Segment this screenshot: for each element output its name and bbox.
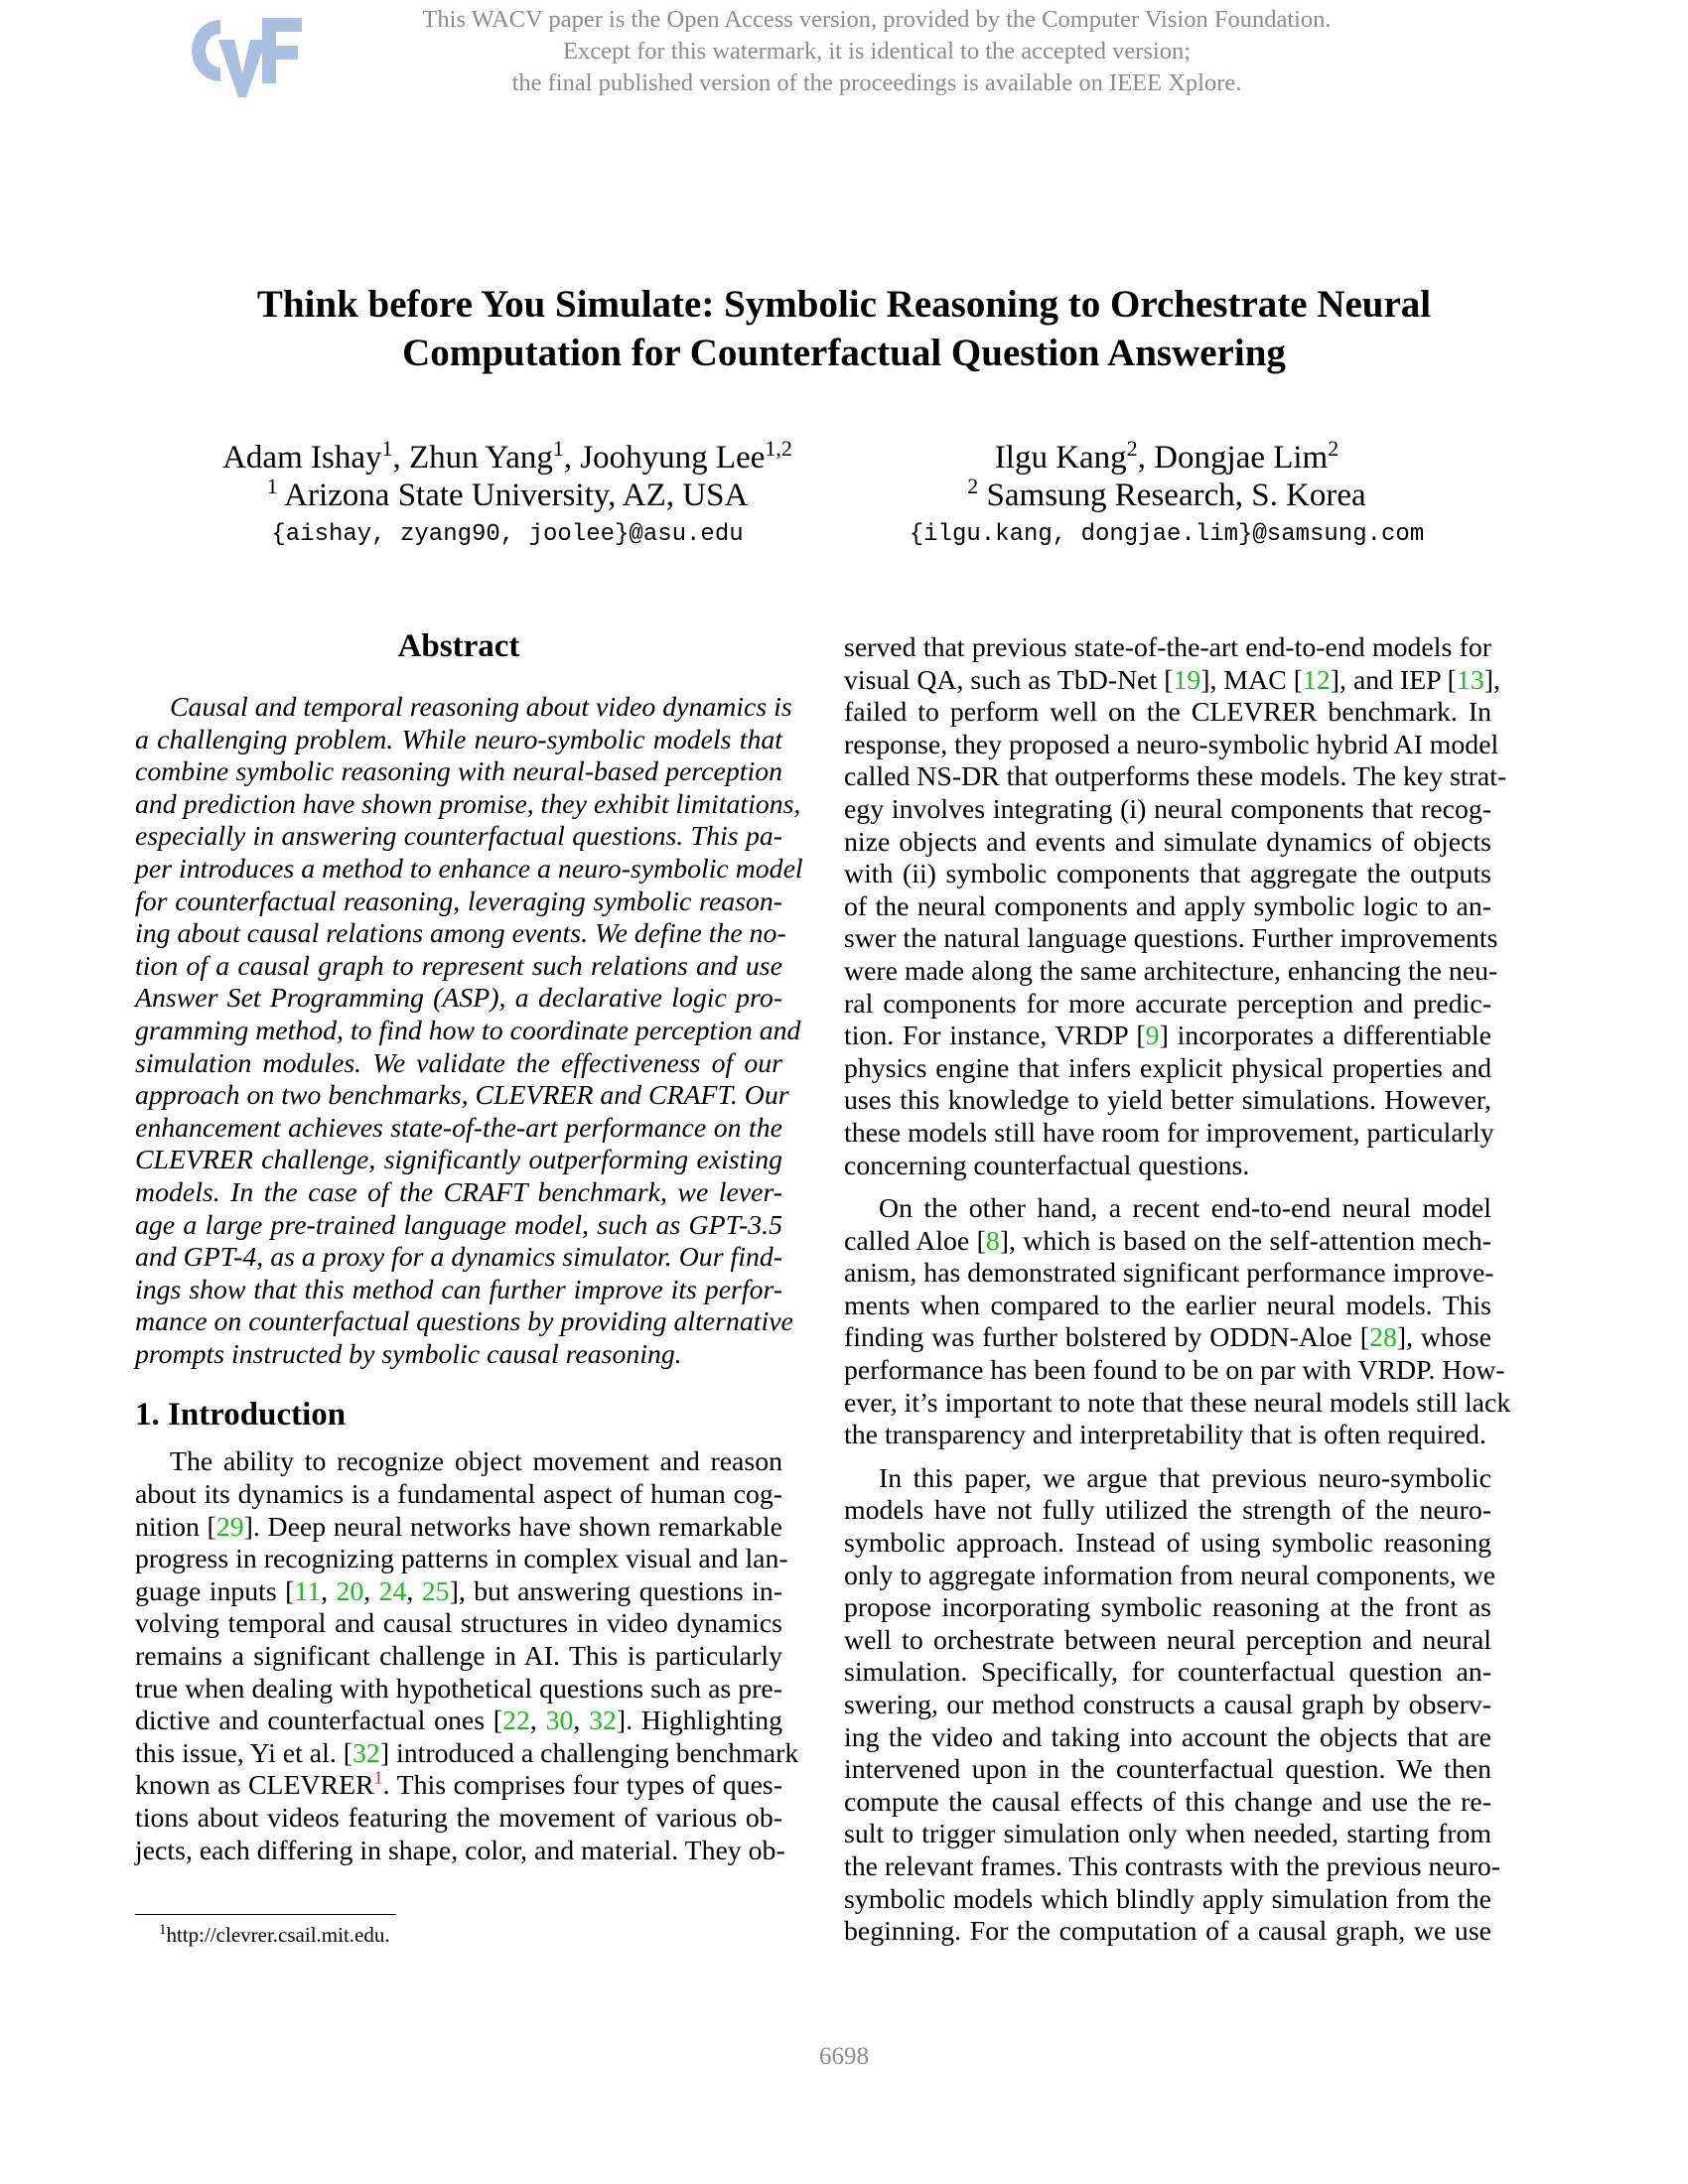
citation-link[interactable]: 22 xyxy=(502,1706,530,1737)
text-line: progress in recognizing patterns in complex visual and lan- xyxy=(135,1544,788,1575)
affiliation-mark: 1 xyxy=(381,436,393,461)
affiliation-name: Arizona State University, AZ, USA xyxy=(284,478,749,513)
text-line: approach on two benchmarks, CLEVRER and CRAFT. Our xyxy=(135,1080,789,1112)
text-line: simulation. Specifically, for counterfactual question an- xyxy=(844,1657,1491,1689)
affiliation-mark: 1,2 xyxy=(765,436,792,461)
text-line: this issue, Yi et al. [32] introduced a challenging benchmark xyxy=(135,1737,799,1769)
citation-link[interactable]: 30 xyxy=(545,1706,574,1737)
affiliation-mark: 1 xyxy=(266,474,278,498)
text-line: physics engine that infers explicit physical properties and xyxy=(844,1052,1491,1084)
text-line: swer the natural language questions. Further improvements xyxy=(844,923,1498,955)
text-line: sult to trigger simulation only when needed, starting from xyxy=(844,1819,1491,1850)
text-line: egy involves integrating (i) neural components that recog- xyxy=(844,793,1491,825)
text-line: for counterfactual reasoning, leveraging symbolic reason- xyxy=(135,886,782,917)
text-line: about its dynamics is a fundamental aspect of human cog- xyxy=(135,1479,782,1511)
text-line: gramming method, to find how to coordinate perception and xyxy=(135,1015,801,1046)
text-line: compute the causal effects of this change and use the re- xyxy=(844,1786,1491,1818)
citation-link[interactable]: 25 xyxy=(421,1575,450,1607)
text-line: prompts instructed by symbolic causal reasoning. xyxy=(135,1338,682,1370)
author-names: Ilgu Kang$^2$, Dongjae Lim$^2$ xyxy=(994,436,1339,476)
text-line: known as CLEVRER$^1$. This comprises four types of ques- xyxy=(135,1768,782,1802)
text-line: On the other hand, a recent end-to-end neural model xyxy=(879,1193,1491,1225)
watermark-line: Except for this watermark, it is identical to the accepted version; xyxy=(562,38,1191,65)
text-line: the relevant frames. This contrasts with the previous neuro- xyxy=(844,1850,1501,1882)
page-number: 6698 xyxy=(819,2043,869,2070)
introduction-text-left xyxy=(135,1446,799,1867)
text-line: CLEVRER challenge, significantly outperforming existing xyxy=(135,1145,782,1176)
footnote xyxy=(159,1922,390,1948)
citation-link[interactable]: 29 xyxy=(215,1511,244,1543)
text-line: served that previous state-of-the-art end-to-end models for xyxy=(844,632,1491,663)
right-column xyxy=(844,632,1511,1960)
watermark-line: the final published version of the proceedings is available on IEEE Xplore. xyxy=(511,69,1242,96)
text-line: simulation modules. We validate the effectiveness of our xyxy=(135,1047,782,1079)
abstract-text xyxy=(135,692,803,1371)
text-line: ever, it’s important to note that these neural models still lack xyxy=(844,1387,1511,1419)
text-line: models. In the case of the CRAFT benchmark, we lever- xyxy=(135,1176,782,1208)
text-line: beginning. For the computation of a causal graph, we use xyxy=(844,1916,1491,1948)
title-line: Computation for Counterfactual Question Answering xyxy=(402,332,1286,374)
text-line: performance has been found to be on par with VRDP. How- xyxy=(844,1355,1505,1387)
affiliation-mark: 2 xyxy=(1126,436,1138,461)
text-line: nize objects and events and simulate dynamics of objects xyxy=(844,826,1491,858)
author-email: {ilgu.kang, dongjae.lim}@samsung.com xyxy=(909,521,1425,548)
paragraph xyxy=(844,1462,1501,1949)
abstract-heading: Abstract xyxy=(397,628,520,664)
citation-link[interactable]: 32 xyxy=(589,1706,617,1737)
text-line: visual QA, such as TbD-Net [19], MAC [12], and IEP [13], xyxy=(844,664,1500,696)
citation-link[interactable]: 28 xyxy=(1369,1322,1397,1354)
text-line: only to aggregate information from neural components, we xyxy=(844,1560,1496,1591)
footnote-rule xyxy=(135,1914,396,1915)
text-line: tion of a causal graph to represent such relations and use xyxy=(135,950,782,982)
author-name: Ilgu Kang xyxy=(994,440,1127,476)
citation-link[interactable]: 8 xyxy=(985,1225,1000,1257)
affiliation-mark: 2 xyxy=(967,474,979,498)
text-line: symbolic approach. Instead of using symbolic reasoning xyxy=(844,1528,1491,1560)
paragraph xyxy=(135,1446,799,1867)
citation-link[interactable]: 12 xyxy=(1302,664,1331,696)
text-line: dictive and counterfactual ones [22, 30, 32]. Highlighting xyxy=(135,1706,782,1737)
text-line: combine symbolic reasoning with neural-based perception xyxy=(135,756,782,788)
paragraph xyxy=(844,1193,1511,1452)
text-line: age a large pre-trained language model, such as GPT-3.5 xyxy=(135,1209,782,1241)
text-line: these models still have room for improvement, particularly xyxy=(844,1117,1494,1149)
text-line: the transparency and interpretability that is often required. xyxy=(844,1420,1486,1451)
author-name: Joohyung Lee xyxy=(580,440,766,476)
text-line: and GPT-4, as a proxy for a dynamics simulator. Our find- xyxy=(135,1242,782,1274)
text-line: enhancement achieves state-of-the-art performance on the xyxy=(135,1112,782,1144)
text-line: The ability to recognize object movement and reason xyxy=(170,1446,782,1478)
text-line: uses this knowledge to yield better simulations. However, xyxy=(844,1085,1491,1117)
watermark-line: This WACV paper is the Open Access version, provided by the Computer Vision Foundation. xyxy=(422,6,1332,33)
text-line: anism, has demonstrated significant performance improve- xyxy=(844,1258,1494,1290)
footnote-mark: 1 xyxy=(159,1922,167,1938)
citation-link[interactable]: 24 xyxy=(378,1575,407,1607)
text-line: of the neural components and apply symbolic logic to an- xyxy=(844,890,1491,922)
text-line: models have not fully utilized the strength of the neuro- xyxy=(844,1495,1491,1527)
text-line: guage inputs [11, 20, 24, 25], but answering questions in- xyxy=(135,1575,782,1607)
text-line: tions about videos featuring the movement of various ob- xyxy=(135,1803,782,1834)
citation-link[interactable]: 13 xyxy=(1456,664,1484,696)
text-line: ing the video and taking into account the objects that are xyxy=(844,1721,1491,1753)
author-names: Adam Ishay$^1$, Zhun Yang$^1$, Joohyung Lee$^{1,2}$ xyxy=(222,436,792,476)
title-line: Think before You Simulate: Symbolic Reasoning to Orchestrate Neural xyxy=(256,283,1432,326)
text-line: were made along the same architecture, enhancing the neu- xyxy=(844,955,1498,987)
text-line: called NS-DR that outperforms these models. The key strat- xyxy=(844,761,1507,793)
text-line: especially in answering counterfactual questions. This pa- xyxy=(135,821,782,853)
text-line: concerning counterfactual questions. xyxy=(844,1150,1250,1181)
text-line: Causal and temporal reasoning about video dynamics is xyxy=(170,692,792,723)
text-line: volving temporal and causal structures in video dynamics xyxy=(135,1608,782,1640)
text-line: remains a significant challenge in AI. This is particularly xyxy=(135,1641,782,1673)
affiliation xyxy=(160,474,855,514)
left-column xyxy=(135,626,803,1878)
footnote-url[interactable]: http://clevrer.csail.mit.edu. xyxy=(166,1923,390,1947)
author-name: Adam Ishay xyxy=(222,440,382,476)
text-line: tion. For instance, VRDP [9] incorporates a differentiable xyxy=(844,1021,1491,1052)
text-line: well to orchestrate between neural perception and neural xyxy=(844,1624,1491,1656)
text-line: ings show that this method can further improve its perfor- xyxy=(135,1274,782,1305)
text-line: swering, our method constructs a causal graph by observ- xyxy=(844,1690,1491,1720)
paper-title xyxy=(99,280,1589,377)
text-line: called Aloe [8], which is based on the self-attention mech- xyxy=(844,1225,1491,1257)
text-line: response, they proposed a neuro-symbolic hybrid AI model xyxy=(844,729,1499,760)
text-line: failed to perform well on the CLEVRER benchmark. In xyxy=(844,697,1491,729)
text-line: jects, each differing in shape, color, and material. They ob- xyxy=(135,1835,785,1866)
text-line: a challenging problem. While neuro-symbolic models that xyxy=(135,724,782,755)
text-line: per introduces a method to enhance a neuro-symbolic model xyxy=(135,853,803,885)
text-line: ral components for more accurate perception and predic- xyxy=(844,988,1491,1020)
section-heading-introduction: 1. Introduction xyxy=(135,1397,347,1433)
text-line: propose incorporating symbolic reasoning at the front as xyxy=(844,1592,1491,1624)
citation-link[interactable]: 32 xyxy=(352,1737,380,1769)
author-block-asu xyxy=(160,436,855,552)
author-block-samsung xyxy=(819,436,1514,552)
text-line: ing about causal relations among events. We define the no- xyxy=(135,918,786,950)
footnote-link[interactable]: 1 xyxy=(373,1768,383,1789)
open-access-watermark xyxy=(281,4,1473,99)
paragraph xyxy=(844,632,1507,1182)
text-line: In this paper, we argue that previous neuro-symbolic xyxy=(879,1462,1491,1494)
text-line: finding was further bolstered by ODDN-Aloe [28], whose xyxy=(844,1322,1491,1354)
citation-link[interactable]: 19 xyxy=(1173,664,1201,696)
text-line: symbolic models which blindly apply simulation from the xyxy=(844,1883,1491,1915)
affiliation-mark: 1 xyxy=(552,436,564,461)
text-line: true when dealing with hypothetical questions such as pre- xyxy=(135,1673,782,1705)
text-line: Answer Set Programming (ASP), a declarative logic pro- xyxy=(135,983,782,1015)
affiliation xyxy=(819,474,1514,514)
text-line: with (ii) symbolic components that aggregate the outputs xyxy=(844,859,1491,890)
text-line: intervened upon in the counterfactual question. We then xyxy=(844,1754,1491,1786)
text-line: and prediction have shown promise, they exhibit limitations, xyxy=(135,788,801,820)
text-line: mance on counterfactual questions by providing alternative xyxy=(135,1306,793,1338)
affiliation-mark: 2 xyxy=(1328,436,1339,461)
text-line: nition [29]. Deep neural networks have shown remarkable xyxy=(135,1511,782,1543)
citation-link[interactable]: 9 xyxy=(1145,1021,1160,1052)
citation-link[interactable]: 20 xyxy=(336,1575,364,1607)
author-email: {aishay, zyang90, joolee}@asu.edu xyxy=(271,521,744,548)
author-name: Zhun Yang xyxy=(408,440,553,476)
citation-link[interactable]: 11 xyxy=(294,1575,322,1607)
paragraph xyxy=(135,692,803,1371)
text-line: ments when compared to the earlier neural models. This xyxy=(844,1290,1491,1321)
author-name: Dongjae Lim xyxy=(1154,440,1329,476)
affiliation-name: Samsung Research, S. Korea xyxy=(986,478,1366,513)
